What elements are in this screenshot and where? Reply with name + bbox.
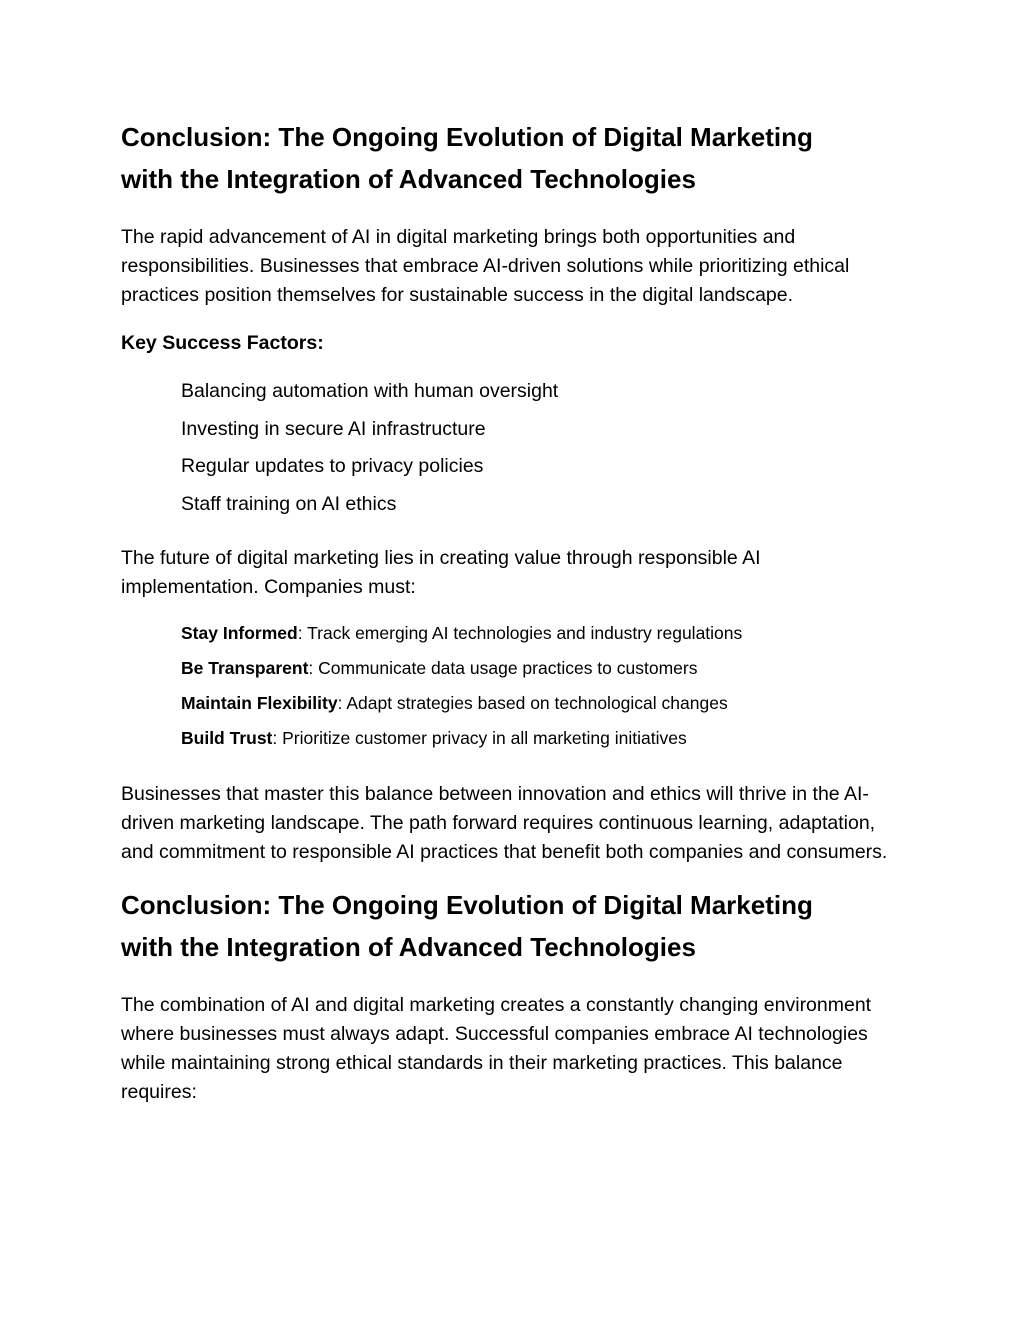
term: Build Trust bbox=[181, 728, 273, 748]
future-paragraph: The future of digital marketing lies in creating value through responsible AI implementation. Companies must: bbox=[121, 547, 761, 598]
list-item bbox=[181, 721, 891, 756]
description: : Track emerging AI technologies and industry regulations bbox=[297, 623, 743, 643]
term: Be Transparent bbox=[181, 658, 309, 678]
heading-line: Conclusion: The Ongoing Evolution of Digital Marketing bbox=[121, 122, 813, 152]
companies-must-list bbox=[121, 616, 891, 756]
intro-paragraph: The rapid advancement of AI in digital marketing brings both opportunities and responsibilities. Businesses that embrace AI-driven solutions while prioritizing ethical practices position themselves for sustainable success in the digital landscape. bbox=[121, 226, 850, 306]
description: : Adapt strategies based on technological changes bbox=[337, 693, 728, 713]
heading-line: with the Integration of Advanced Technologies bbox=[121, 164, 696, 194]
document-page bbox=[121, 0, 891, 1107]
success-factors-list bbox=[121, 373, 891, 523]
description: : Prioritize customer privacy in all marketing initiatives bbox=[272, 728, 687, 748]
term: Stay Informed bbox=[181, 623, 298, 643]
list-item bbox=[181, 651, 891, 686]
term: Maintain Flexibility bbox=[181, 693, 338, 713]
heading-line: Conclusion: The Ongoing Evolution of Digital Marketing bbox=[121, 890, 813, 920]
section-heading bbox=[121, 116, 891, 200]
list-item: Investing in secure AI infrastructure bbox=[181, 417, 486, 440]
factors-heading: Key Success Factors: bbox=[121, 332, 324, 354]
list-item: Staff training on AI ethics bbox=[181, 492, 397, 515]
section-heading bbox=[121, 884, 891, 968]
description: : Communicate data usage practices to customers bbox=[308, 658, 698, 678]
closing-paragraph: Businesses that master this balance between innovation and ethics will thrive in the AI-driven marketing landscape. The path forward requires continuous learning, adaptation, and commitment to responsible AI practices that benefit both companies and consumers. bbox=[121, 783, 888, 863]
list-item bbox=[181, 686, 891, 721]
list-item: Regular updates to privacy policies bbox=[181, 455, 484, 477]
list-item bbox=[181, 616, 891, 651]
heading-line: with the Integration of Advanced Technologies bbox=[121, 932, 696, 962]
intro-paragraph: The combination of AI and digital marketing creates a constantly changing environment where businesses must always adapt. Successful companies embrace AI technologies while maintaining strong ethical standards in their marketing practices. This balance requires: bbox=[121, 994, 872, 1103]
list-item: Balancing automation with human oversight bbox=[181, 380, 559, 402]
